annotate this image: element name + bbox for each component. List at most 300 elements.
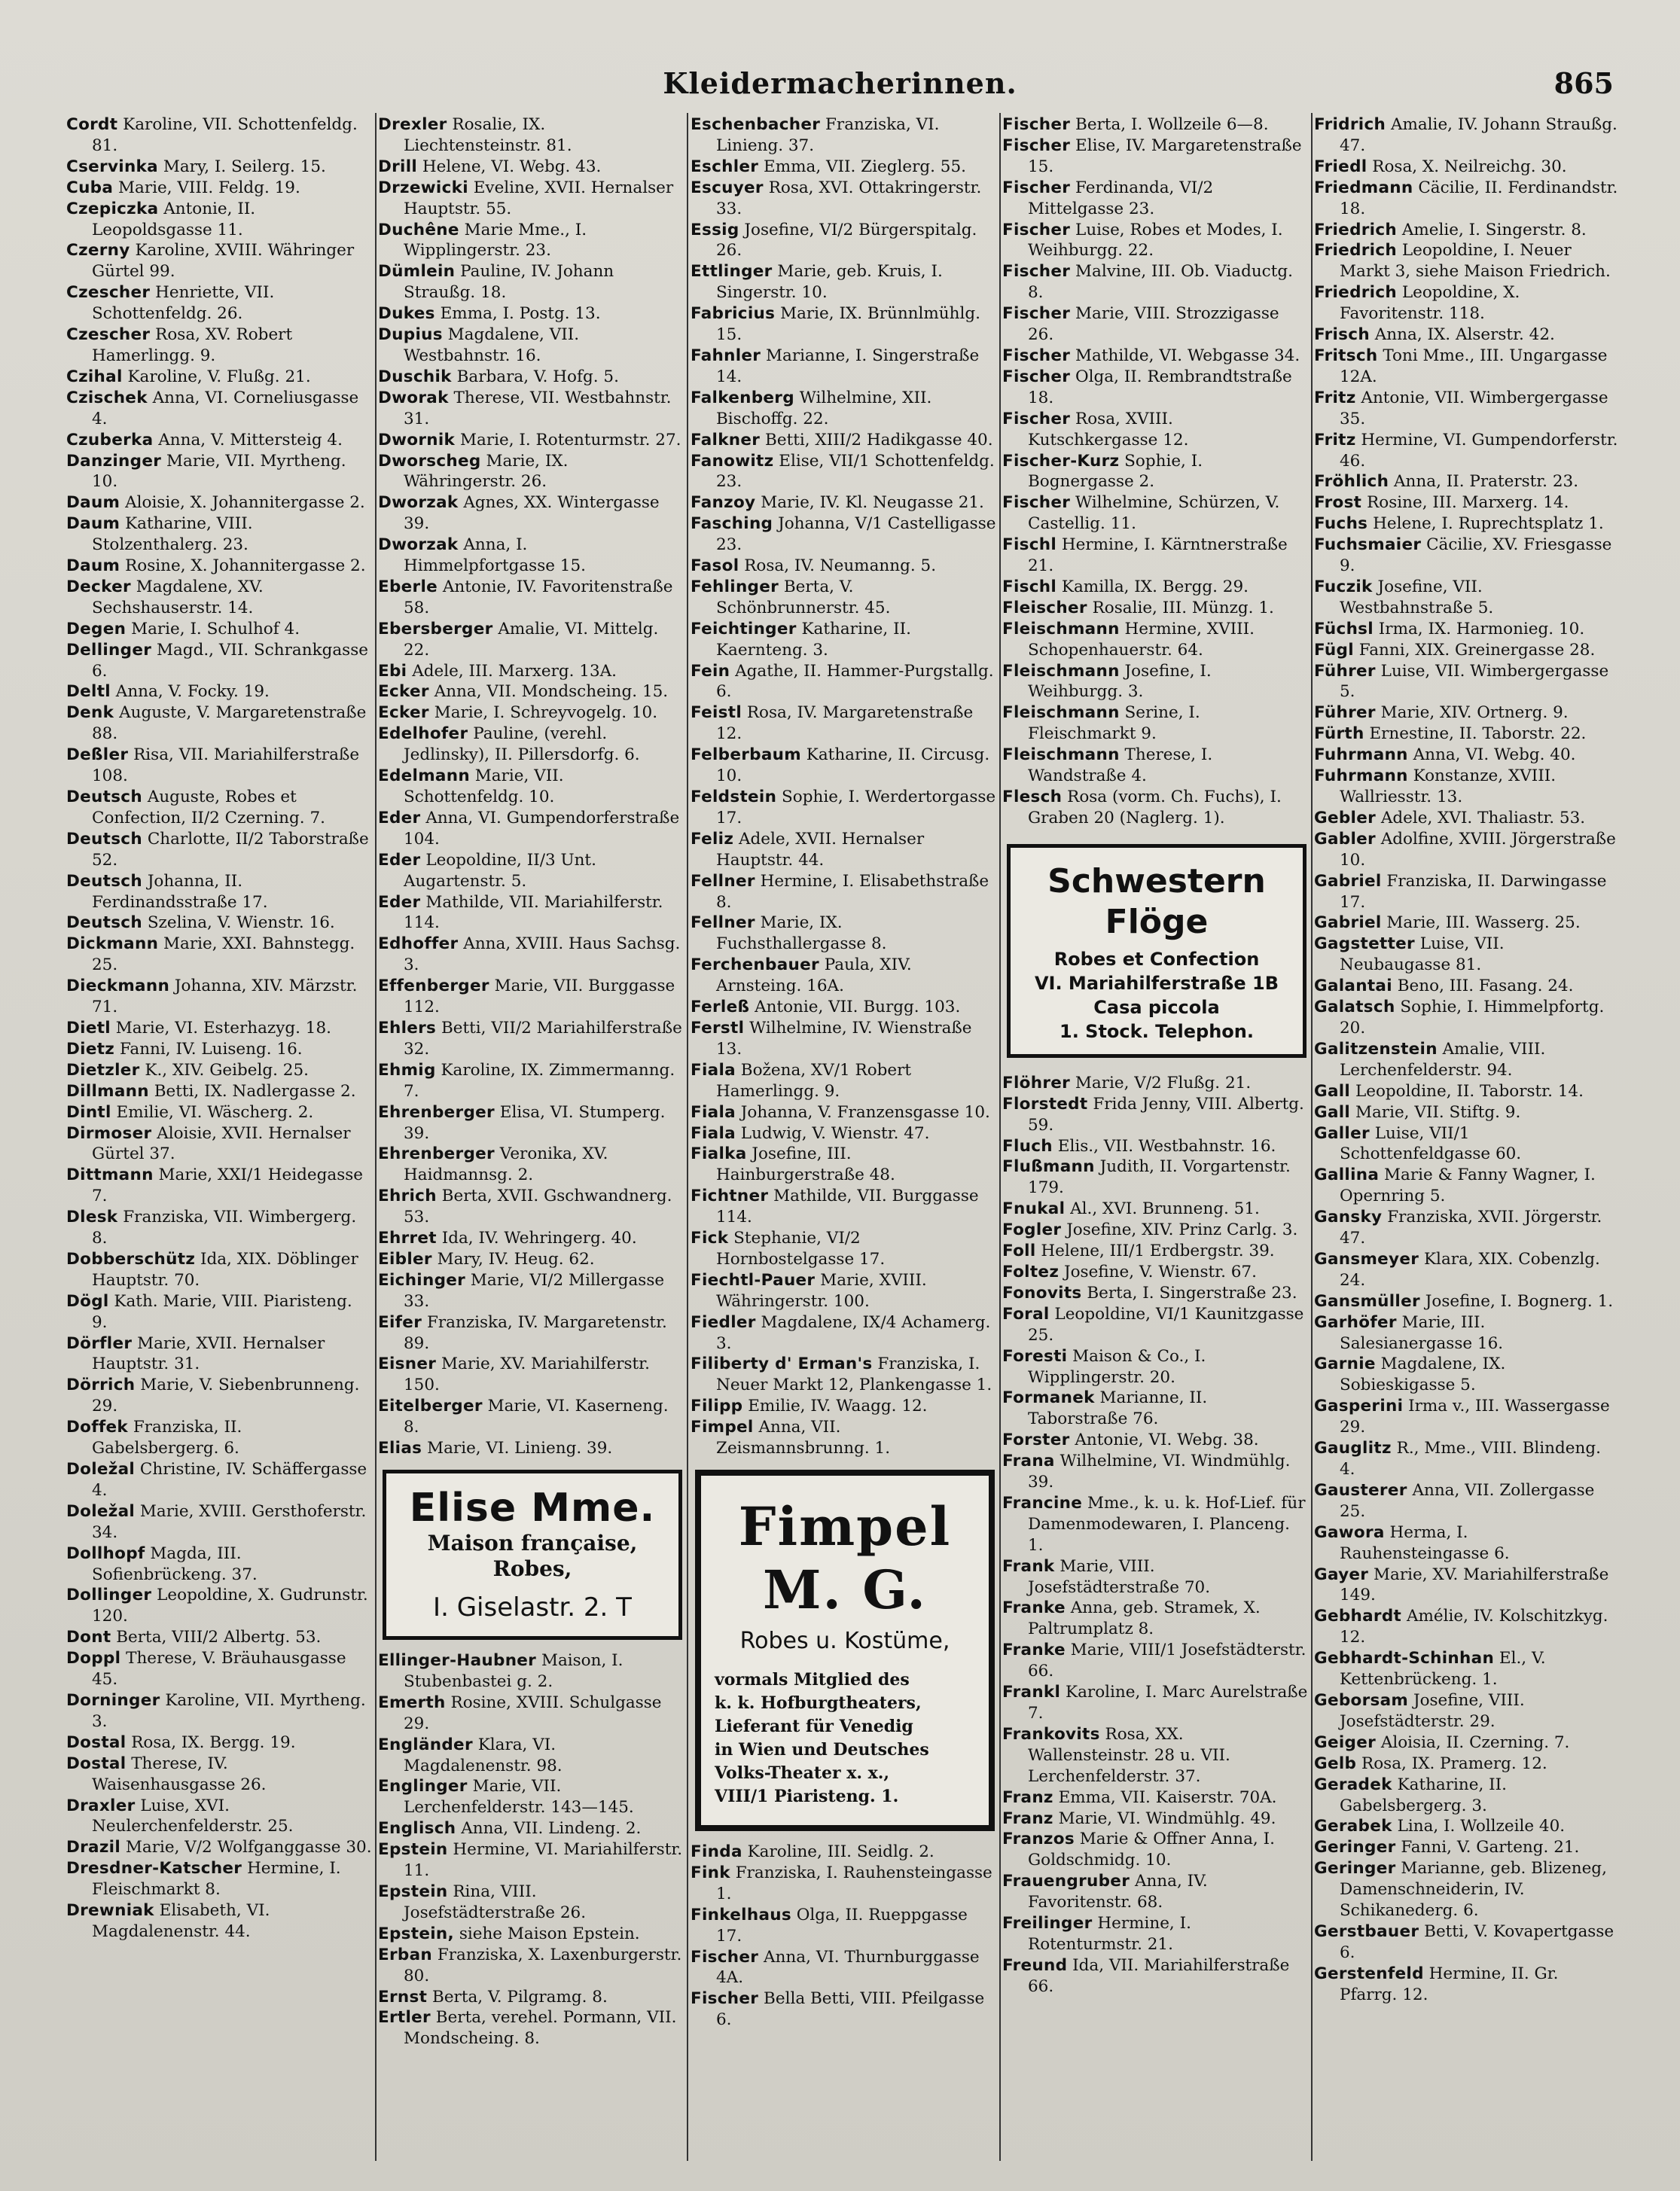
entry-surname: Ferchenbauer [691,955,819,975]
directory-entry [1002,136,1308,178]
directory-entry [1314,1081,1620,1102]
directory-entry [1002,1787,1308,1809]
directory-entry [66,871,372,913]
entry-details: Al., XVI. Brunneng. 51. [1070,1199,1260,1219]
entry-details: Sophie, I. Himmelpfortg. 20. [1340,998,1605,1038]
directory-entry [691,577,996,619]
directory-entry [1002,346,1308,367]
entry-surname: Fleischmann [1002,661,1120,681]
entry-surname: Galler [1314,1123,1370,1143]
directory-entry [66,976,372,1018]
directory-entry [691,1102,996,1123]
entry-details: Marie, XVIII. Gersthoferstr. 34. [92,1501,367,1542]
entry-details: Marie, I. Schreyvogelg. 10. [434,703,658,723]
entry-surname: Fischer [691,1947,759,1967]
entry-surname: Doležal [66,1501,136,1521]
directory-entry [378,535,684,577]
entry-surname: Edelhofer [378,724,468,744]
entry-details: Marie, IX. Währingerstr. 26. [404,451,569,492]
directory-entry [66,745,372,787]
directory-entry [1002,261,1308,303]
directory-entry [1002,1304,1308,1346]
entry-surname: Fischer [1002,178,1071,197]
entry-details: Katharine, II. Circusg. 10. [716,745,990,786]
entry-surname: Dollinger [66,1586,152,1605]
entry-surname: Ehrich [378,1187,437,1206]
entry-details: Anna, I. Himmelpfortgasse 15. [404,535,586,576]
directory-entry [378,1249,684,1270]
entry-details: Hermine, I. Elisabethstraße 8. [716,871,989,912]
entry-details: Olga, II. Rueppgasse 17. [716,1905,968,1946]
entry-details: Konstanze, XVIII. Wallriesstr. 13. [1340,766,1557,806]
entry-details: Ferdinanda, VI/2 Mittelgasse 23. [1028,178,1214,218]
entry-details: Agnes, XX. Wintergasse 39. [404,493,660,534]
entry-details: Rosa, XX. Wallensteinstr. 28 u. VII. Lerchenfelderstr. 37. [1028,1724,1230,1786]
ad-schwestern-casa: Casa piccola [1093,996,1220,1018]
directory-entry [691,1144,996,1186]
entry-details: Leopoldine, II. Taborstr. 14. [1355,1081,1584,1101]
entry-details: Helene, VI. Webg. 43. [422,157,602,176]
directory-entry [1002,1073,1308,1094]
entry-surname: Fink [691,1863,730,1882]
entry-surname: Francine [1002,1493,1083,1513]
entry-details: Marie, III. Wasserg. 25. [1386,913,1581,933]
entry-details: Klara, XIX. Cobenzlg. 24. [1340,1249,1600,1290]
directory-entry [1002,1136,1308,1157]
directory-entry [691,157,996,178]
directory-entry [1002,702,1308,745]
entry-details: Wilhelmine, Schürzen, V. Castellig. 11. [1028,493,1280,534]
entry-details: Marie, VI/2 Millergasse 33. [404,1270,665,1311]
entry-details: Emilie, IV. Waagg. 12. [748,1397,928,1416]
entry-surname: Doppl [66,1649,121,1668]
entry-surname: Duchêne [378,220,459,239]
directory-entry [691,1312,996,1355]
entry-details: Bella Betti, VIII. Pfeilgasse 6. [716,1989,985,2030]
entry-details: Anna, geb. Stramek, X. Paltrumplatz 8. [1028,1598,1261,1639]
entry-details: Marie, VI. Kaserneng. 8. [404,1397,669,1437]
entry-surname: Galitzenstein [1314,1039,1438,1059]
entry-surname: Freund [1002,1955,1068,1975]
entry-surname: Deutsch [66,913,142,933]
entry-details: Hermine, VI. Mariahilferstr. 11. [404,1840,683,1881]
entry-surname: Ehmig [378,1060,436,1080]
directory-entry [66,1102,372,1123]
entry-details: Johanna, V. Franzensgasse 10. [740,1102,990,1122]
entry-surname: Draxler [66,1796,136,1815]
entry-details: Marie, V/2 Flußg. 21. [1075,1073,1252,1092]
entry-details: Amalie, IV. Johann Straußg. 47. [1340,115,1617,155]
directory-entry [378,325,684,367]
entry-details: Rosa, XV. Robert Hamerlingg. 9. [92,325,293,365]
directory-entry [66,619,372,640]
directory-entry [691,346,996,388]
directory-entry [378,577,684,619]
entry-details: Mme., k. u. k. Hof-Lief. für Damenmodewaren, I. Planceng. 1. [1028,1493,1306,1555]
directory-entry [1314,1606,1620,1648]
entry-surname: Czihal [66,367,123,386]
directory-entry [66,157,372,178]
entry-surname: Franzos [1002,1830,1075,1849]
entry-surname: Finda [691,1842,742,1861]
entry-details: Betti, VII/2 Mariahilferstraße 32. [404,1018,682,1059]
running-head [0,66,1680,111]
directory-entry [66,367,372,388]
entry-surname: Flesch [1002,788,1063,806]
entry-details: Franziska, XVII. Jörgerstr. 47. [1340,1208,1602,1248]
entry-surname: Fürth [1314,724,1364,744]
entry-surname: Falkenberg [691,388,794,407]
entry-details: Anna, VII. Zollergasse 25. [1340,1480,1595,1521]
entry-surname: Gebhardt-Schinhan [1314,1649,1495,1668]
entry-details: Anna, VI. Corneliusgasse 4. [92,388,359,428]
column-divider [687,113,688,2161]
entry-details: Berta, I. Singerstraße 23. [1087,1283,1297,1303]
directory-entry [378,1186,684,1228]
directory-entry [1002,114,1308,136]
entry-surname: Geiger [1314,1732,1376,1752]
entry-details: siehe Maison Epstein. [459,1924,640,1943]
directory-entry [66,240,372,282]
entry-surname: Felberbaum [691,745,801,765]
directory-entry [378,1945,684,1987]
entry-surname: Czuberka [66,430,154,449]
entry-surname: Englisch [378,1819,456,1839]
directory-entry [1314,1858,1620,1921]
entry-details: Antonie, VII. Wimbergergasse 35. [1340,388,1608,428]
directory-entry [1002,661,1308,703]
entry-details: Mary, I. Seilerg. 15. [163,157,326,176]
entry-details: Cäcilie, XV. Friesgasse 9. [1340,535,1612,576]
entry-details: Serine, I. Fleischmarkt 9. [1028,703,1200,744]
entry-details: Anna, VI. Gumpendorferstraße 104. [404,808,680,849]
entry-details: Betti, V. Kovapertgasse 6. [1340,1921,1614,1962]
entry-details: Rosa, XVIII. Kutschkergasse 12. [1028,409,1189,449]
entry-surname: Fasching [691,514,773,534]
directory-entry [66,1501,372,1543]
entry-surname: Cuba [66,178,114,197]
directory-entry [691,1270,996,1312]
directory-entry [691,1842,996,1863]
entry-surname: Fischer [1002,115,1071,134]
entry-details: Marie, VI. Linieng. 39. [427,1439,613,1458]
entry-surname: Garnie [1314,1355,1376,1374]
entry-surname: Fogler [1002,1220,1062,1240]
directory-entry [66,1249,372,1291]
entry-surname: Fischer [691,1989,759,2009]
entry-surname: Geborsam [1314,1690,1409,1710]
entry-surname: Drill [378,157,418,176]
entry-surname: Dont [66,1628,111,1647]
directory-entry [1314,871,1620,913]
entry-details: Herma, I. Rauhensteingasse 6. [1340,1522,1510,1563]
entry-surname: Engländer [378,1735,473,1754]
entry-surname: Eder [378,808,421,827]
entry-surname: Gausterer [1314,1480,1407,1500]
column-divider [1311,113,1313,2161]
ad-fimpel-name: Fimpel M. G. [738,1495,952,1621]
entry-details: Klara, VI. Magdalenenstr. 98. [404,1735,563,1775]
directory-entry [1314,282,1620,325]
entry-surname: Effenberger [378,977,489,996]
directory-entry [378,1270,684,1312]
directory-entry [1314,577,1620,619]
directory-entry [1002,1913,1308,1955]
directory-entry [66,1060,372,1081]
directory-entry [66,1165,372,1207]
entry-details: Rosa, IV. Margaretenstraße 12. [716,703,974,744]
entry-surname: Gansky [1314,1208,1383,1227]
entry-surname: Ferleß [691,998,750,1017]
entry-surname: Fnukal [1002,1199,1066,1219]
directory-entry [378,724,684,766]
entry-details: Magdalene, XV. Sechshauserstr. 14. [92,577,264,617]
directory-entry [1002,1094,1308,1136]
directory-entry [378,619,684,661]
entry-details: Marie Mme., I. Wipplingerstr. 23. [404,220,587,261]
entry-details: Katharine, II. Kaernteng. 3. [716,619,911,660]
directory-entry [378,1882,684,1924]
entry-surname: Gerstbauer [1314,1921,1419,1941]
entry-details: Kamilla, IX. Bergg. 29. [1061,577,1249,596]
entry-details: Božena, XV/1 Robert Hamerlingg. 9. [716,1060,912,1101]
entry-details: Auguste, V. Margaretenstraße 88. [92,703,367,744]
directory-entry [1314,661,1620,703]
directory-entry [1002,1955,1308,1997]
entry-surname: Fischer [1002,262,1071,282]
directory-entry [66,1123,372,1166]
directory-entry [691,261,996,303]
entry-surname: Friedrich [1314,241,1397,261]
ad-elise-maison: Maison française, [427,1531,638,1556]
entry-surname: Dietzler [66,1060,140,1080]
entry-details: Anna, II. Praterstr. 23. [1394,472,1579,492]
entry-surname: Frankl [1002,1683,1061,1702]
entry-surname: Fuczik [1314,577,1373,596]
directory-entry [1314,829,1620,871]
entry-details: Anna, V. Focky. 19. [115,682,270,702]
entry-details: Lina, I. Wollzeile 40. [1397,1817,1566,1836]
directory-entry [66,702,372,745]
directory-entry [1314,535,1620,577]
entry-surname: Feldstein [691,788,777,806]
entry-details: Irma v., III. Wassergasse 29. [1340,1397,1610,1437]
entry-details: Karoline, V. Flußg. 21. [127,367,311,386]
entry-details: Ida, XIX. Döblinger Hauptstr. 70. [92,1249,358,1290]
entry-details: Helene, III/1 Erdbergstr. 39. [1041,1242,1275,1261]
directory-entry [1314,240,1620,282]
entry-details: Therese, I. Wandstraße 4. [1028,745,1213,786]
directory-entry [1314,1102,1620,1123]
entry-details: Antonie, VII. Burgg. 103. [755,998,961,1017]
directory-entry [1314,976,1620,997]
entry-details: Emma, VII. Kaiserstr. 70A. [1058,1787,1277,1807]
directory-entry [378,702,684,724]
directory-entry [1314,1123,1620,1166]
directory-entry [1314,1732,1620,1754]
entry-details: Amélie, IV. Kolschitzkyg. 12. [1340,1607,1608,1647]
entry-surname: Fügl [1314,640,1354,660]
entry-details: Johanna, V/1 Castelligasse 23. [716,514,996,555]
directory-entry [691,388,996,430]
entry-details: Hermine, II. Gr. Pfarrg. 12. [1340,1964,1559,2004]
directory-entry [378,1228,684,1249]
entry-surname: Doležal [66,1460,136,1479]
directory-entry [1314,1754,1620,1775]
directory-entry [1002,367,1308,409]
directory-entry [66,1648,372,1690]
entry-surname: Formanek [1002,1388,1095,1408]
entry-details: Marie, XVII. Hernalser Hauptstr. 31. [92,1333,325,1374]
entry-surname: Dieckmann [66,977,170,996]
directory-entry [66,388,372,430]
directory-entry [1314,1775,1620,1817]
entry-details: Marie, VIII. Feldg. 19. [118,178,300,197]
entry-details: Josefine, VI/2 Bürgerspitalg. 26. [716,220,977,261]
directory-entry [1002,1388,1308,1430]
directory-entry [691,1228,996,1270]
entry-surname: Fimpel [691,1418,754,1437]
entry-surname: Cservinka [66,157,158,176]
directory-entry [1314,178,1620,220]
entry-surname: Englinger [378,1777,468,1796]
directory-entry [1002,409,1308,451]
directory-entry [1002,451,1308,493]
column-1 [66,114,375,2162]
directory-entry [1314,1039,1620,1081]
entry-surname: Ehlers [378,1018,437,1038]
entry-details: Anna, V. Mittersteig 4. [158,430,343,449]
ad-elise-name: Elise Mme. [409,1486,656,1531]
entry-surname: Dorninger [66,1690,160,1710]
entry-details: Luise, VII. Neubaugasse 81. [1340,934,1505,975]
entry-details: Marianne, geb. Blizeneg, Damenschneiderin, IV. Schikanederg. 6. [1340,1859,1607,1921]
entry-surname: Frauengruber [1002,1872,1130,1891]
entry-details: Amelie, I. Singerstr. 8. [1401,220,1587,239]
entry-surname: Fialka [691,1144,747,1164]
directory-entry [378,178,684,220]
directory-entry [691,1863,996,1905]
entry-details: Frida Jenny, VIII. Albertg. 59. [1028,1094,1304,1135]
entry-details: Emilie, VI. Wäscherg. 2. [116,1102,314,1122]
entry-details: Marie, XVIII. Währingerstr. 100. [716,1270,927,1311]
entry-surname: Fabricius [691,304,776,324]
directory-entry [66,430,372,451]
ad-elise-robes: Robes, [492,1556,572,1581]
entry-details: Franziska, I. Rauhensteingasse 1. [716,1863,992,1903]
directory-entry [1002,1346,1308,1388]
entry-details: Franziska, IV. Margaretenstr. 89. [404,1312,667,1353]
entry-surname: Fuchs [1314,514,1368,534]
entry-details: Marie & Fanny Wagner, I. Opernring 5. [1340,1166,1596,1206]
directory-entry [66,1039,372,1060]
entry-details: Marie, XV. Mariahilferstraße 149. [1340,1565,1609,1605]
directory-entry [378,1018,684,1060]
directory-entry [66,199,372,241]
entry-surname: Fiechtl-Pauer [691,1270,816,1290]
directory-entry [1314,913,1620,934]
directory-entry [691,513,996,556]
entry-details: Magd., VII. Schrankgasse 6. [92,640,368,681]
directory-entry [1314,1964,1620,2006]
entry-surname: Dworzak [378,535,459,555]
entry-details: Marianne, II. Taborstraße 76. [1028,1388,1208,1429]
entry-surname: Drexler [378,115,447,134]
entry-surname: Geringer [1314,1859,1396,1879]
entry-details: Maison & Co., I. Wipplingerstr. 20. [1028,1346,1206,1387]
entry-details: Marie, VIII. Strozzigasse 26. [1028,304,1279,345]
entry-details: Marie, V. Siebenbrunneng. 29. [92,1376,360,1416]
entry-surname: Drewniak [66,1901,154,1921]
directory-entry [66,178,372,199]
entry-surname: Florstedt [1002,1094,1088,1114]
entry-details: Anna, VI. Webg. 40. [1413,745,1576,765]
entry-surname: Fleischmann [1002,745,1120,765]
entry-details: Josefine, I. Weihburgg. 3. [1028,661,1212,702]
column-5 [1314,114,1623,2162]
entry-surname: Dörfler [66,1333,133,1353]
entry-details: Stephanie, VI/2 Hornbostelgasse 17. [716,1229,886,1269]
entry-surname: Drazil [66,1838,121,1857]
entry-surname: Eifer [378,1312,422,1332]
entry-surname: Fahnler [691,346,761,365]
entry-details: Karoline, IX. Zimmermanng. 7. [404,1060,675,1101]
directory-entry [1002,619,1308,661]
ad-elise-mme [383,1470,682,1640]
entry-details: Hermine, I. Fleischmarkt 8. [92,1859,341,1900]
entry-surname: Foresti [1002,1346,1068,1366]
entry-surname: Galantai [1314,977,1392,996]
entry-details: Rosine, X. Johannitergasse 2. [125,556,366,576]
entry-details: Paula, XIV. Arnsteing. 16A. [716,955,912,996]
ad-fimpel-line: vormals Mitglied des [715,1670,910,1690]
directory-entry [378,1438,684,1459]
entry-details: Marie, VIII. Josefstädterstraße 70. [1028,1556,1211,1597]
entry-surname: Fiala [691,1102,736,1122]
entry-surname: Gabler [1314,829,1376,849]
entry-surname: Führer [1314,661,1376,681]
directory-entry [378,1776,684,1818]
entry-details: Marie, VII. Myrtheng. 10. [92,451,346,492]
ad-schwestern-telephone: 1. Stock. Telephon. [1060,1020,1254,1042]
entry-details: Rosa (vorm. Ch. Fuchs), I. Graben 20 (Naglerg. 1). [1028,788,1282,827]
directory-entry [1314,492,1620,513]
entry-details: Szelina, V. Wienstr. 16. [147,913,335,933]
directory-entry [691,451,996,493]
entry-details: R., Mme., VIII. Blindeng. 4. [1340,1439,1601,1479]
entry-surname: Franke [1002,1641,1066,1660]
directory-entry [1314,220,1620,241]
directory-entry [1314,1648,1620,1690]
entry-surname: Dresdner-Katscher [66,1859,242,1879]
directory-entry [66,1754,372,1796]
directory-entry [691,955,996,997]
entry-details: Marie, XV. Mariahilferstr. 150. [404,1355,650,1395]
entry-details: Eveline, XVII. Hernalser Hauptstr. 55. [404,178,674,218]
ad-schwestern-robes: Robes et Confection [1053,948,1260,970]
entry-details: Helene, I. Ruprechtsplatz 1. [1373,514,1604,534]
entry-details: Anna, VII. Mondscheing. 15. [434,682,669,702]
entry-details: Marie, I. Rotenturmstr. 27. [460,430,681,449]
entry-details: Karoline, III. Seidlg. 2. [747,1842,935,1861]
entry-details: Adolfine, XVIII. Jörgerstraße 10. [1340,829,1616,870]
entry-surname: Eder [378,850,421,870]
entry-details: Rosalie, III. Münzg. 1. [1092,598,1274,617]
entry-details: Pauline, IV. Johann Straußg. 18. [404,262,614,303]
entry-surname: Füchsl [1314,619,1374,638]
entry-surname: Frank [1002,1556,1055,1576]
directory-entry [691,303,996,346]
